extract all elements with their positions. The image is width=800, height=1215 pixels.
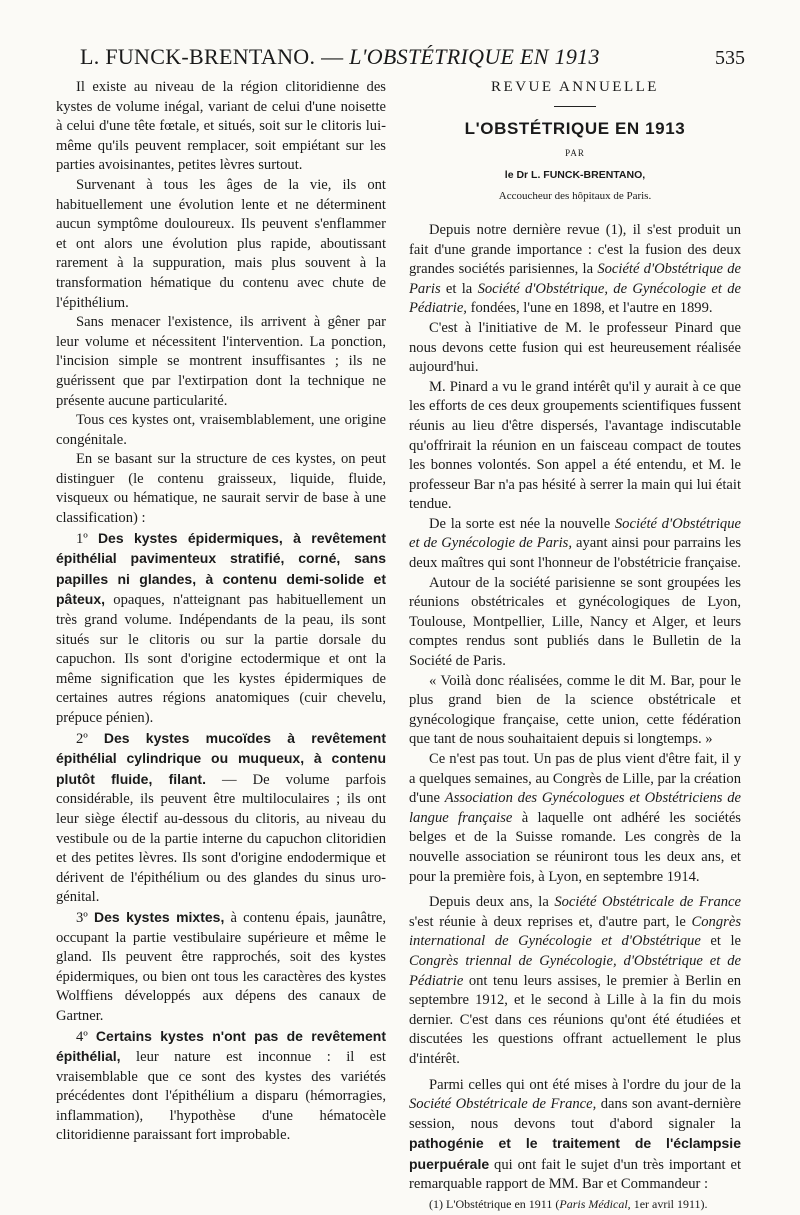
text-run: s'est réunie à deux reprises et, d'autre part, le [409,913,692,930]
bold-run: pathogénie et le traitement de l'éclampsie puerpuérale [409,1135,741,1172]
header-title: L'OBSTÉTRIQUE EN 1913 [349,44,600,69]
header-dash: — [321,44,344,69]
italic-run: Société d'Obstétrique et de Gynécologie de Paris, [409,515,742,552]
paragraph: Il existe au niveau de la région clitoridienne des kystes de volume inégal, variant de celui d'une noisette à celui d'une tête fœtale, et situés, soit sur le clitoris lui-même qu'ils peuvent remplacer, soit empiétant sur les parties avoisinantes, petites lèvres surtout. [56,79,386,174]
text-run: ayant ainsi pour parrains les deux maîtres qui sont l'honneur de l'obstétricie française. [409,535,741,572]
list-item [56,908,386,1027]
par-label: PAR [565,148,585,159]
title-rule [554,106,596,107]
item-text: leur nature est inconnue : il est vraisemblable que ce sont des kystes des variétés précédentes dont l'épithélium a disparu (hémorragies, inflammation), l'hypothèse d'une hématocèle clitoridienne paraissant fort improbable. [56,1049,386,1144]
paragraph: En se basant sur la structure de ces kystes, on peut distinguer (le contenu graisseux, liquide, fluide, visqueux ou hématique, ne saurait servir de base à une classification) : [56,451,386,527]
item-text: à contenu épais, jaunâtre, occupant la partie vestibulaire supérieure et même le gland. Ils peuvent être rapprochés, soit des kystes épidermiques, ou bien ont tous les caractères des kystes Wolffiens développés aux dépens des canaux de Gartner. [56,909,386,1024]
text-run: 1er avril 1911). [630,1197,708,1212]
paragraph: « Voilà donc réalisées, comme le dit M. Bar, pour le plus grand bien de la science obstétricale et gynécologique française, cette union, cette fédération que tant de nous souhaitaient depuis si longtemps. » [409,672,741,748]
text-run: fondées, l'une en 1898, et l'autre en 1899. [466,300,713,317]
running-title [80,44,600,70]
item-number: 1º [76,530,88,547]
item-heading: Des kystes épidermiques, à revêtement épithélial pavimenteux stratifié, corné, sans papilles ni glandes, à contenu demi-solide et pâteux, [56,529,386,608]
page-number: 535 [715,47,745,69]
item-heading: Des kystes mixtes, [94,908,225,925]
paragraph [409,221,741,319]
paragraph [409,893,741,1069]
item-number: 2º [76,730,88,747]
item-text: — De volume parfois considérable, ils peuvent être multiloculaires ; ils ont leur siège électif au-dessous du clitoris, au niveau du vestibule ou de la partie interne du capuchon clitoridien et des petites lèvres. Ils sont d'origine endodermique et dérivent de l'épithélium ou des glandes du sinus uro-génital. [56,771,386,906]
text-run: Ce n'est pas tout. Un pas de plus vient d'être fait, il y a quelques semaines, au Congrès de Lille, par la création d'une [409,751,741,807]
list-item [56,529,386,729]
paragraph: M. Pinard a vu le grand intérêt qu'il y aurait à ce que les efforts de ces deux groupements scientifiques fussent réunis au lieu d'être dispersés, l'avantage indiscutable qu'offrirait la réunion en un faisceau compact de toutes les bonnes volontés. Son appel a été entendu, et M. le professeur Bar n'a pas hésité à serrer la main qui lui était tendue. [409,378,741,513]
text-run: Parmi celles qui ont été mises à l'ordre du jour de la [429,1076,741,1093]
author-byline: le Dr L. FUNCK-BRENTANO, [504,168,646,181]
text-run: De la sorte est née la nouvelle [429,515,615,532]
paragraph: Autour de la société parisienne se sont groupées les réunions obstétricales et gynécologiques de Lyon, Toulouse, Montpellier, Lille, Nancy et Alger, et leurs comptes rendus sont publiés dans le Bulletin de la Société de Paris. [409,574,741,670]
text-run: ont tenu leurs assises, le premier à Berlin en septembre 1912, et le second à Lille à la fin du mois dernier. C'est dans ces réunions qu'ont été étudiées et discutées les questions offrant actuellement le plus d'intérêt. [409,972,741,1067]
section-label: REVUE ANNUELLE [491,79,659,95]
item-number: 3º [76,909,88,926]
author-affiliation: Accoucheur des hôpitaux de Paris. [498,190,652,203]
italic-run: Société d'Obstétrique de Paris [409,261,741,297]
text-run: et le [700,933,741,950]
text-run: qui ont fait le sujet d'un très important et remarquable rapport de MM. Bar et Commandeur : [409,1156,741,1193]
footnote [409,1195,741,1215]
running-header [80,44,745,74]
text-run: (1) L'Obstétrique en 1911 ( [429,1197,560,1212]
paragraph [409,515,741,574]
header-author: L. FUNCK-BRENTANO. [80,44,316,69]
italic-run: Congrès triennal de Gynécologie, d'Obstétrique et de Pédiatrie [409,952,741,989]
text-run: Depuis notre dernière revue (1), il s'est produit un fait d'une grande importance : c'est la fusion des deux grandes sociétés parisiennes, la [409,221,741,278]
text-run: dans son avant-dernière session, nous devons tout d'abord signaler la [409,1096,741,1132]
italic-run: Association des Gynécologues et Obstétriciens de langue française [409,790,741,826]
italic-run: Société d'Obstétrique, de Gynécologie et de Pédiatrie, [409,280,741,317]
italic-run: Paris Médical, [559,1197,631,1212]
italic-run: Société Obstétricale de France [554,894,741,911]
italic-run: Société Obstétricale de France, [409,1096,597,1113]
paragraph: C'est à l'initiative de M. le professeur Pinard que nous devons cette fusion qui est heureusement réalisée aujourd'hui. [409,319,741,376]
item-heading: Des kystes mucoïdes à revêtement épithélial cylindrique ou muqueux, à contenu plutôt fluide, filant. [56,729,386,787]
list-item [56,729,386,908]
item-heading: Certains kystes n'ont pas de revêtement épithélial, [56,1027,386,1065]
paragraph [409,750,741,887]
paragraph [409,1076,741,1196]
article-title: L'OBSTÉTRIQUE EN 1913 [464,118,686,138]
item-number: 4º [76,1028,88,1045]
paragraph: Tous ces kystes ont, vraisemblablement, une origine congénitale. [56,412,386,448]
paragraph: Survenant à tous les âges de la vie, ils ont habituellement une évolution lente et ne déterminent aucun symptôme douloureux. Ils peuvent s'enflammer et ont alors une évolution plus rapide, aboutissant rarement à la suppuration, mais plus souvent à la transformation hématique du contenu avec chute de l'épithélium. [56,176,386,311]
item-text: opaques, n'atteignant pas habituellement un très grand volume. Indépendants de la peau, ils sont situés sur le clitoris ou sur la partie dorsale du capuchon. Ils sont d'origine ectodermique et ont la même signification que les kystes épidermiques de certaines autres régions anatomiques (cuir chevelu, prépuce pénien). [56,592,386,726]
right-column [409,78,741,1215]
text-run: et la [440,280,478,297]
text-run: à laquelle ont adhéré les sociétés belges et de la Suisse romande. Les congrès de la nouvelle association se réuniront tous les deux ans, et pour la première fois, à Lyon, en septembre 1914. [409,809,741,885]
paragraph: Sans menacer l'existence, ils arrivent à gêner par leur volume et nécessitent l'intervention. La ponction, l'incision simple se montrent insuffisantes ; ils ne guérissent que par l'extirpation dont la technique ne présente aucune particularité. [56,314,386,409]
italic-run: Congrès international de Gynécologie et d'Obstétrique [409,913,741,950]
list-item [56,1027,386,1147]
text-run: Depuis deux ans, la [429,894,555,911]
left-column [56,78,386,1146]
